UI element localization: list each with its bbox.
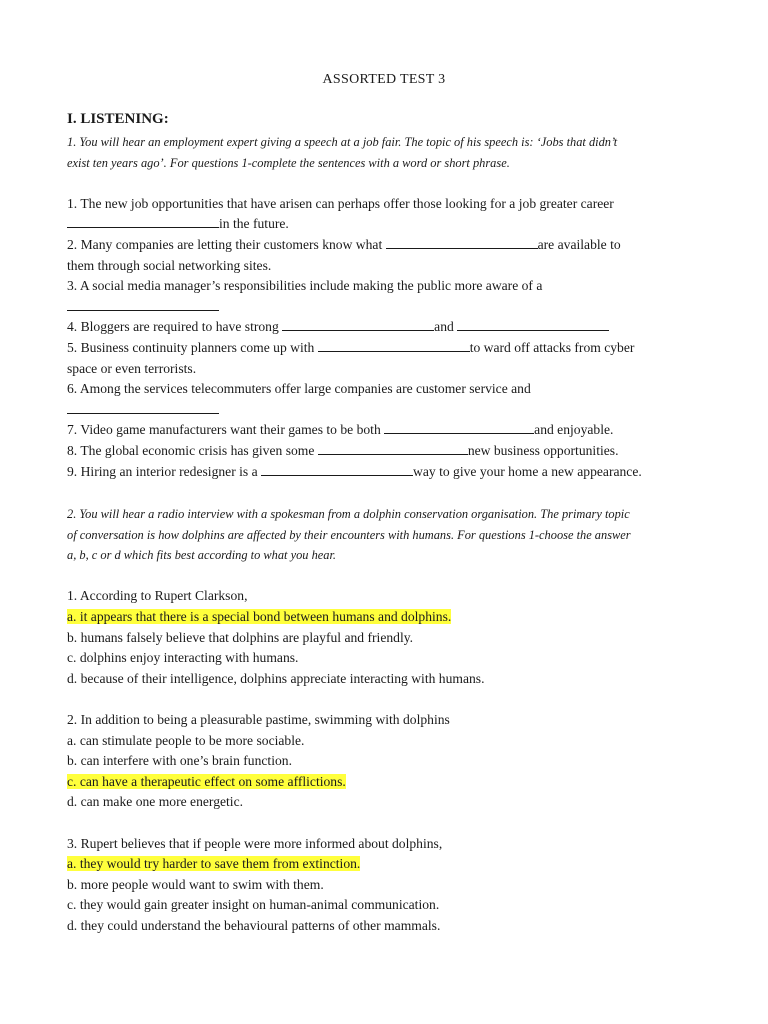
part2-block [67, 504, 707, 936]
mc-question-2-option-c [67, 772, 707, 793]
question-3-cont [67, 297, 707, 318]
answer-blank [282, 318, 434, 331]
answer-blank [386, 236, 538, 249]
highlighted-answer: c. can have a therapeutic effect on some afflictions. [67, 773, 346, 789]
mc-question-3-option-d: d. they could understand the behavioural patterns of other mammals. [67, 917, 441, 933]
mc-question-3-option-c: c. they would gain greater insight on human-animal communication. [67, 897, 440, 913]
question-5: 5. Business continuity planners come up with to ward off attacks from cyber [67, 339, 635, 355]
answer-blank [318, 442, 468, 455]
part1-block [67, 132, 707, 482]
mc-question-2-option-a: a. can stimulate people to be more sociable. [67, 732, 305, 748]
mc-question-1-option-c: c. dolphins enjoy interacting with humans. [67, 650, 299, 666]
mc-question-3-stem: 3. Rupert believes that if people were more informed about dolphins, [67, 835, 443, 851]
highlighted-answer: a. they would try harder to save them from extinction. [67, 856, 361, 872]
highlighted-answer: a. it appears that there is a special bond between humans and dolphins. [67, 608, 452, 624]
part1-instruction-line: 1. You will hear an employment expert giving a speech at a job fair. The topic of his speech is: ‘Jobs that didn’t [67, 135, 618, 149]
question-7: 7. Video game manufacturers want their games to be both and enjoyable. [67, 422, 614, 438]
question-8: 8. The global economic crisis has given some new business opportunities. [67, 442, 619, 458]
mc-question-2-stem: 2. In addition to being a pleasurable pastime, swimming with dolphins [67, 711, 450, 727]
question-5-cont: space or even terrorists. [67, 360, 197, 376]
question-2: 2. Many companies are letting their customers know what are available to [67, 236, 621, 252]
mc-question-3-option-a [67, 854, 707, 875]
document-title: ASSORTED TEST 3 [322, 72, 446, 87]
question-4: 4. Bloggers are required to have strong and [67, 317, 707, 338]
section-heading: I. LISTENING: [67, 111, 169, 127]
answer-blank [67, 298, 219, 311]
part2-instruction-line: 2. You will hear a radio interview with a spokesman from a dolphin conservation organisation. The primary topic [67, 507, 630, 521]
mc-question-1-option-b: b. humans falsely believe that dolphins are playful and friendly. [67, 629, 414, 645]
answer-blank [457, 318, 609, 331]
part2-instruction-line: a, b, c or d which fits best according to what you hear. [67, 548, 337, 563]
question-3: 3. A social media manager’s responsibilities include making the public more aware of a [67, 278, 543, 294]
part1-instruction-line: exist ten years ago’. For questions 1-complete the sentences with a word or short phrase. [67, 155, 510, 170]
mc-question-2-option-d: d. can make one more energetic. [67, 794, 244, 810]
mc-question-1-stem: 1. According to Rupert Clarkson, [67, 588, 248, 604]
question-6: 6. Among the services telecommuters offer large companies are customer service and [67, 381, 531, 397]
question-1-cont: in the future. [67, 214, 707, 235]
question-9: 9. Hiring an interior redesigner is a way to give your home a new appearance. [67, 463, 642, 479]
answer-blank [67, 215, 219, 228]
question-6-cont [67, 400, 707, 421]
part2-instruction-line: of conversation is how dolphins are affected by their encounters with humans. For questions 1-choose the answer [67, 527, 631, 542]
answer-blank [67, 401, 219, 414]
mc-question-1-option-a [67, 607, 707, 628]
answer-blank [318, 339, 470, 352]
mc-question-2-option-b: b. can interfere with one’s brain function. [67, 753, 292, 769]
answer-blank [384, 421, 534, 434]
mc-question-3-option-b: b. more people would want to swim with them. [67, 876, 324, 892]
question-2-cont: them through social networking sites. [67, 257, 272, 273]
mc-question-1-option-d: d. because of their intelligence, dolphins appreciate interacting with humans. [67, 670, 485, 686]
answer-blank [261, 463, 413, 476]
question-1: 1. The new job opportunities that have arisen can perhaps offer those looking for a job greater career [67, 195, 614, 211]
